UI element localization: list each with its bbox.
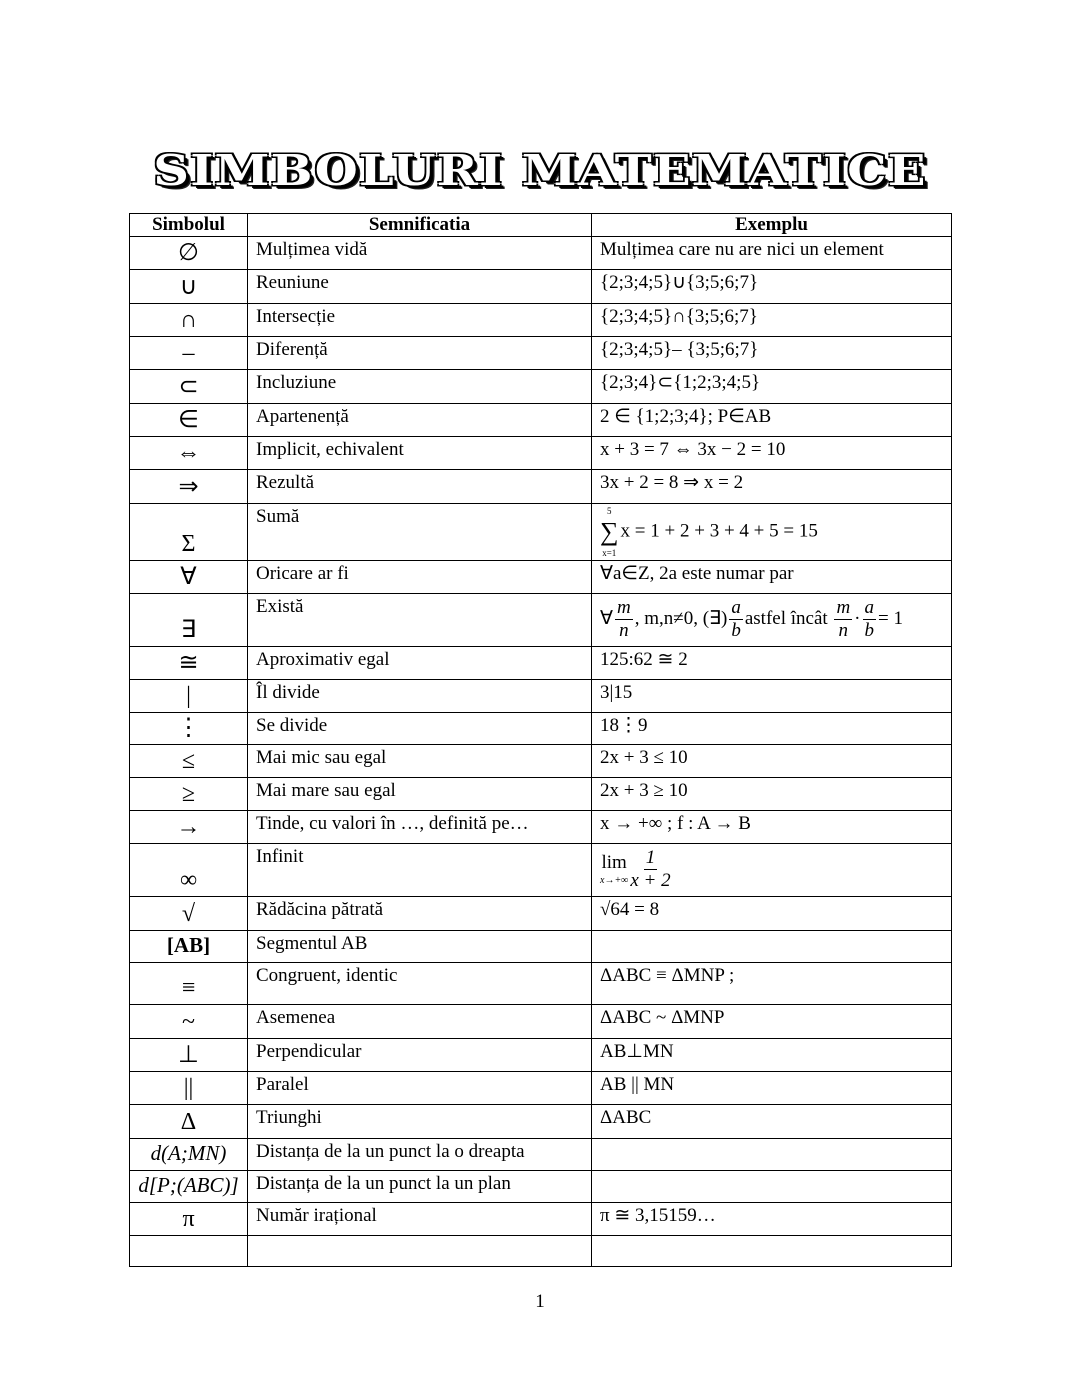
meaning-cell: Oricare ar fi bbox=[248, 561, 592, 594]
table-row bbox=[130, 844, 952, 897]
fraction bbox=[630, 847, 670, 892]
text: astfel încât bbox=[744, 607, 828, 629]
meaning-cell: Congruent, identic bbox=[248, 963, 592, 1005]
sigma: ∑ bbox=[600, 517, 619, 546]
numerator: m bbox=[617, 597, 631, 618]
meaning-cell: Distanța de la un punct la un plan bbox=[248, 1171, 592, 1203]
table-row bbox=[130, 337, 952, 370]
symbol-cell: ∀ bbox=[130, 561, 248, 594]
meaning-cell: Paralel bbox=[248, 1072, 592, 1105]
forall: ∀ bbox=[600, 607, 613, 629]
fraction bbox=[834, 597, 852, 642]
header-meaning: Semnificatia bbox=[248, 214, 592, 237]
meaning-cell: Asemenea bbox=[248, 1005, 592, 1039]
meaning-cell: Distanța de la un punct la o dreapta bbox=[248, 1139, 592, 1171]
numerator: 1 bbox=[645, 847, 656, 868]
example-cell: {2;3;4;5}– {3;5;6;7} bbox=[592, 337, 952, 370]
symbol-cell: ⊂ bbox=[130, 370, 248, 404]
sum-expression: x = 1 + 2 + 3 + 4 + 5 = 15 bbox=[620, 520, 818, 542]
symbol-cell: → bbox=[130, 811, 248, 844]
table-row bbox=[130, 778, 952, 811]
symbol-cell: ∞ bbox=[130, 844, 248, 897]
symbol-cell: – bbox=[130, 337, 248, 370]
example-cell: 3|15 bbox=[592, 680, 952, 713]
limit bbox=[600, 852, 628, 887]
meaning-cell: Mulțimea vidă bbox=[248, 237, 592, 270]
example-cell bbox=[592, 931, 952, 963]
symbol-cell: ≡ bbox=[130, 963, 248, 1005]
meaning-cell: Sumă bbox=[248, 504, 592, 561]
example-cell bbox=[592, 1236, 952, 1267]
symbol-cell: ⇔ bbox=[130, 437, 248, 470]
example-cell: π ≅ 3,15159… bbox=[592, 1203, 952, 1236]
table-row bbox=[130, 1171, 952, 1203]
fraction bbox=[863, 597, 877, 642]
header-symbol: Simbolul bbox=[130, 214, 248, 237]
example-cell: ΔABC ~ ΔMNP bbox=[592, 1005, 952, 1039]
table-header-row bbox=[130, 214, 952, 237]
example-cell: {2;3;4;5}∪{3;5;6;7} bbox=[592, 270, 952, 304]
example-cell: {2;3;4;5}∩{3;5;6;7} bbox=[592, 304, 952, 337]
lim-sub: x→+∞ bbox=[600, 875, 629, 886]
numerator: a bbox=[864, 597, 874, 618]
table-row bbox=[130, 304, 952, 337]
header-example: Exemplu bbox=[592, 214, 952, 237]
meaning-cell: Incluziune bbox=[248, 370, 592, 404]
example-cell: 125:62 ≅ 2 bbox=[592, 647, 952, 680]
symbol-cell bbox=[130, 1236, 248, 1267]
fraction bbox=[615, 597, 633, 642]
table-row bbox=[130, 1203, 952, 1236]
sum-lower-limit: x=1 bbox=[602, 548, 617, 558]
denominator: n bbox=[619, 620, 629, 641]
example-cell: 2x + 3 ≤ 10 bbox=[592, 745, 952, 778]
symbol-cell: d(A;MN) bbox=[130, 1139, 248, 1171]
table-row bbox=[130, 437, 952, 470]
symbol-cell: ∈ bbox=[130, 404, 248, 437]
table-row bbox=[130, 404, 952, 437]
meaning-cell bbox=[248, 1236, 592, 1267]
example-cell: 3x + 2 = 8 ⇒ x = 2 bbox=[592, 470, 952, 504]
table-row bbox=[130, 594, 952, 647]
meaning-cell: Rădăcina pătrată bbox=[248, 897, 592, 931]
example-cell: ΔABC ≡ ΔMNP ; bbox=[592, 963, 952, 1005]
meaning-cell: Rezultă bbox=[248, 470, 592, 504]
meaning-cell: Implicit, echivalent bbox=[248, 437, 592, 470]
fraction bbox=[729, 597, 743, 642]
meaning-cell: Apartenență bbox=[248, 404, 592, 437]
example-cell bbox=[592, 1171, 952, 1203]
denominator: n bbox=[838, 620, 849, 641]
example-cell bbox=[592, 1139, 952, 1171]
denominator: b bbox=[864, 620, 874, 641]
meaning-cell: Există bbox=[248, 594, 592, 647]
table-row bbox=[130, 470, 952, 504]
meaning-cell: Reuniune bbox=[248, 270, 592, 304]
example-cell: x + 3 = 7 ⇔ 3x − 2 = 10 bbox=[592, 437, 952, 470]
symbol-cell: ∃ bbox=[130, 594, 248, 647]
symbol-cell: ≅ bbox=[130, 647, 248, 680]
table-row bbox=[130, 561, 952, 594]
example-cell: x → +∞ ; f : A → B bbox=[592, 811, 952, 844]
meaning-cell: Diferență bbox=[248, 337, 592, 370]
symbol-cell: ~ bbox=[130, 1005, 248, 1039]
example-cell: 2x + 3 ≥ 10 bbox=[592, 778, 952, 811]
lim-word: lim bbox=[601, 852, 627, 873]
meaning-cell: Se divide bbox=[248, 713, 592, 745]
table-row bbox=[130, 370, 952, 404]
table-row bbox=[130, 931, 952, 963]
meaning-cell: Perpendicular bbox=[248, 1039, 592, 1072]
symbol-cell: | bbox=[130, 680, 248, 713]
denominator: x + 2 bbox=[630, 870, 671, 891]
symbol-cell: ⊥ bbox=[130, 1039, 248, 1072]
table-row bbox=[130, 270, 952, 304]
page-number: 1 bbox=[535, 1291, 545, 1312]
page-title: SIMBOLURI MATEMATICE bbox=[153, 146, 927, 195]
numerator: a bbox=[731, 597, 741, 618]
symbol-cell: ≥ bbox=[130, 778, 248, 811]
table-row bbox=[130, 1139, 952, 1171]
example-cell bbox=[592, 504, 952, 561]
symbol-cell: ∩ bbox=[130, 304, 248, 337]
symbol-cell: √ bbox=[130, 897, 248, 931]
table-row bbox=[130, 1105, 952, 1139]
meaning-cell: Tinde, cu valori în …, definită pe… bbox=[248, 811, 592, 844]
table-row bbox=[130, 811, 952, 844]
table-row bbox=[130, 1005, 952, 1039]
symbol-cell: [AB] bbox=[130, 931, 248, 963]
table-row bbox=[130, 713, 952, 745]
symbol-cell: ∪ bbox=[130, 270, 248, 304]
table-row bbox=[130, 504, 952, 561]
text: , m,n≠0, (∃) bbox=[634, 607, 728, 629]
table-row bbox=[130, 963, 952, 1005]
numerator: m bbox=[836, 597, 851, 618]
example-cell: {2;3;4}⊂{1;2;3;4;5} bbox=[592, 370, 952, 404]
meaning-cell: Îl divide bbox=[248, 680, 592, 713]
symbols-table bbox=[129, 213, 952, 1267]
example-cell: 2 ∈ {1;2;3;4}; P∈AB bbox=[592, 404, 952, 437]
symbol-cell: Δ bbox=[130, 1105, 248, 1139]
symbol-cell: π bbox=[130, 1203, 248, 1236]
symbol-cell: d[P;(ABC)] bbox=[130, 1171, 248, 1203]
meaning-cell: Triunghi bbox=[248, 1105, 592, 1139]
meaning-cell: Infinit bbox=[248, 844, 592, 897]
table-row bbox=[130, 647, 952, 680]
table-row bbox=[130, 237, 952, 270]
denominator: b bbox=[731, 620, 741, 641]
meaning-cell: Segmentul AB bbox=[248, 931, 592, 963]
table-row bbox=[130, 897, 952, 931]
meaning-cell: Număr irațional bbox=[248, 1203, 592, 1236]
example-cell: √64 = 8 bbox=[592, 897, 952, 931]
symbol-cell: ⇒ bbox=[130, 470, 248, 504]
symbol-cell: ≤ bbox=[130, 745, 248, 778]
text: = 1 bbox=[878, 607, 903, 629]
sum-upper-limit: 5 bbox=[607, 506, 612, 516]
symbol-cell: ⋮ bbox=[130, 713, 248, 745]
example-cell: ΔABC bbox=[592, 1105, 952, 1139]
example-cell: Mulțimea care nu are nici un element bbox=[592, 237, 952, 270]
table-row bbox=[130, 1039, 952, 1072]
meaning-cell: Aproximativ egal bbox=[248, 647, 592, 680]
dot: · bbox=[854, 607, 861, 629]
table-row bbox=[130, 1236, 952, 1267]
example-cell bbox=[592, 844, 952, 897]
example-cell bbox=[592, 594, 952, 647]
meaning-cell: Mai mic sau egal bbox=[248, 745, 592, 778]
example-cell: AB || MN bbox=[592, 1072, 952, 1105]
table-row bbox=[130, 680, 952, 713]
meaning-cell: Mai mare sau egal bbox=[248, 778, 592, 811]
symbol-cell: Σ bbox=[130, 504, 248, 561]
meaning-cell: Intersecție bbox=[248, 304, 592, 337]
example-cell: AB⊥MN bbox=[592, 1039, 952, 1072]
example-cell: 18⋮9 bbox=[592, 713, 952, 745]
table-row bbox=[130, 1072, 952, 1105]
sum-sign bbox=[600, 505, 619, 559]
symbol-cell: || bbox=[130, 1072, 248, 1105]
example-cell: ∀a∈Z, 2a este numar par bbox=[592, 561, 952, 594]
table-row bbox=[130, 745, 952, 778]
symbol-cell: ∅ bbox=[130, 237, 248, 270]
